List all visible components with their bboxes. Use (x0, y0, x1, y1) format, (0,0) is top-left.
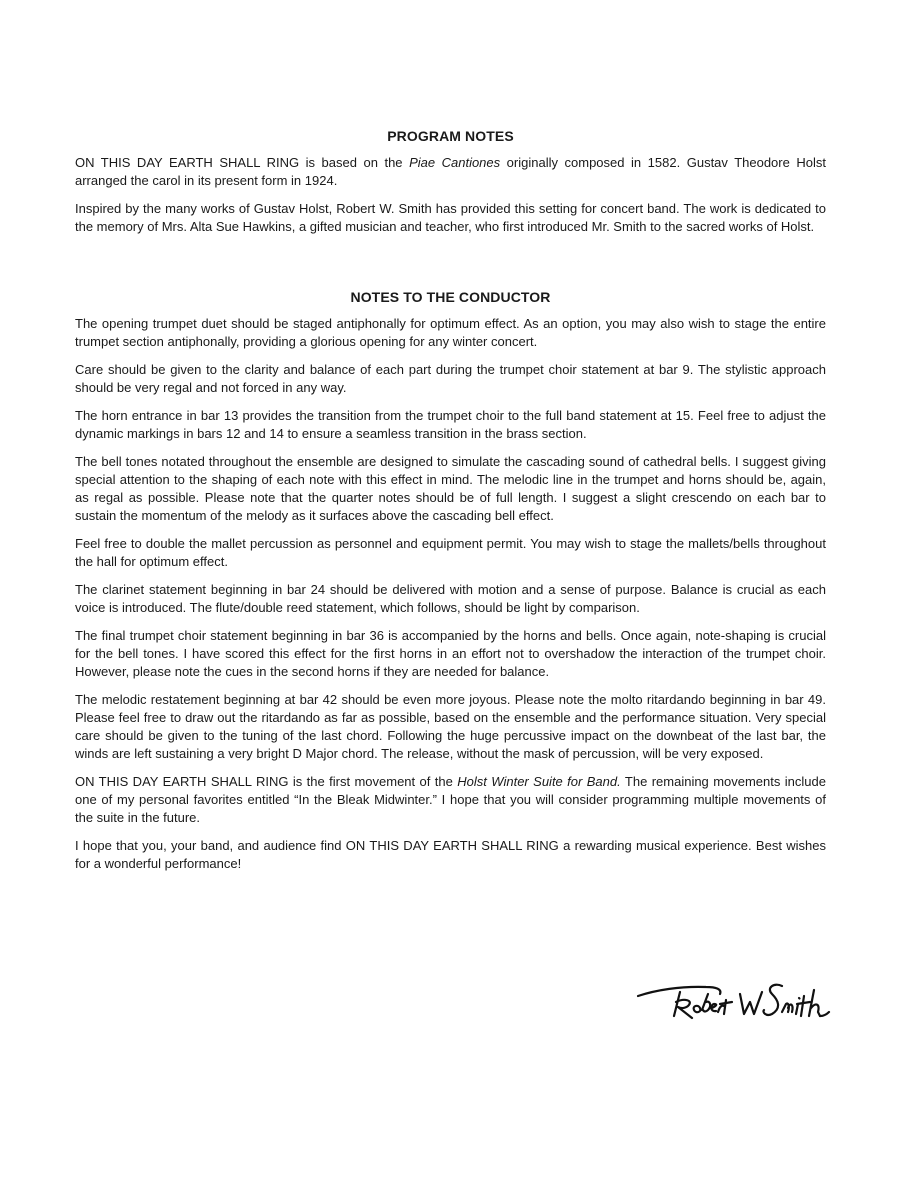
program-notes-heading: PROGRAM NOTES (387, 128, 514, 144)
paragraph (75, 453, 826, 525)
conductor-notes-section (75, 289, 826, 873)
text-run: Feel free to double the mallet percussion as personnel and equipment permit. You may wish to stage the mallets/bells throughout the hall for optimum effect. (75, 536, 826, 569)
text-run: I hope that you, your band, and audience find ON THIS DAY EARTH SHALL RING a rewarding musical experience. Best wishes for a wonderful performance! (75, 838, 826, 871)
paragraph (75, 315, 826, 351)
paragraph (75, 581, 826, 617)
program-notes-body (75, 154, 826, 236)
text-run: Inspired by the many works of Gustav Holst, Robert W. Smith has provided this setting for concert band. The work is dedicated to the memory of Mrs. Alta Sue Hawkins, a gifted musician and teacher, who first introduced Mr. Smith to the sacred works of Holst. (75, 201, 826, 234)
italic-text: Holst Winter Suite for Band. (457, 774, 621, 789)
text-run: The remaining movements include one of my personal favorites entitled “In the Bleak Midwinter.” I hope that you will consider programming multiple movements of the suite in the future. (75, 774, 826, 825)
text-run: ON THIS DAY EARTH SHALL RING is based on the (75, 155, 410, 170)
program-notes-section (75, 128, 826, 236)
conductor-notes-heading: NOTES TO THE CONDUCTOR (350, 289, 551, 305)
paragraph (75, 361, 826, 397)
conductor-notes-body (75, 315, 826, 873)
signature-ink (638, 985, 829, 1018)
text-run: The opening trumpet duet should be staged antiphonally for optimum effect. As an option, you may also wish to stage the entire trumpet section antiphonally, providing a glorious opening for any winter concert. (75, 316, 826, 349)
document-page (75, 128, 826, 883)
text-run: originally composed in 1582. Gustav Theodore Holst arranged the carol in its present form in 1924. (75, 155, 826, 188)
text-run: The bell tones notated throughout the ensemble are designed to simulate the cascading sound of cathedral bells. I suggest giving special attention to the shaping of each note with this effect in mind. The melodic line in the trumpet and horns should be, again, as regal as possible. Please note that the quarter notes should be of full length. I suggest a slight crescendo on each bar to sustain the momentum of the melody as it surfaces above the cascading bell effect. (75, 454, 826, 523)
text-run: The melodic restatement beginning at bar 42 should be even more joyous. Please note the molto ritardando beginning in bar 49. Please feel free to draw out the ritardando as far as possible, based on the ensemble and the performance situation. Very special care should be given to the tuning of the last chord. Following the huge percussive impact on the downbeat of the last bar, the winds are left sustaining a very bright D Major chord. The release, without the mask of percussion, will be very exposed. (75, 692, 826, 761)
text-run: ON THIS DAY EARTH SHALL RING is the first movement of the (75, 774, 458, 789)
paragraph (75, 154, 826, 190)
paragraph (75, 691, 826, 763)
italic-text: Piae Cantiones (409, 155, 501, 170)
text-run: The horn entrance in bar 13 provides the transition from the trumpet choir to the full band statement at 15. Feel free to adjust the dynamic markings in bars 12 and 14 to ensure a seamless transition in the brass section. (75, 408, 826, 441)
text-run: The clarinet statement beginning in bar 24 should be delivered with motion and a sense of purpose. Balance is crucial as each voice is introduced. The flute/double reed statement, which follows, should be light by comparison. (75, 582, 826, 615)
paragraph (75, 837, 826, 873)
paragraph (75, 407, 826, 443)
paragraph (75, 773, 826, 827)
paragraph (75, 627, 826, 681)
signature (636, 972, 831, 1027)
text-run: The final trumpet choir statement beginning in bar 36 is accompanied by the horns and bells. Once again, note-shaping is crucial for the bell tones. I have scored this effect for the first horns in an effort not to overshadow the interaction of the trumpet choir. However, please note the cues in the second horns if they are needed for balance. (75, 628, 826, 679)
text-run: Care should be given to the clarity and balance of each part during the trumpet choir statement at bar 9. The stylistic approach should be very regal and not forced in any way. (75, 362, 826, 395)
paragraph (75, 200, 826, 236)
paragraph (75, 535, 826, 571)
